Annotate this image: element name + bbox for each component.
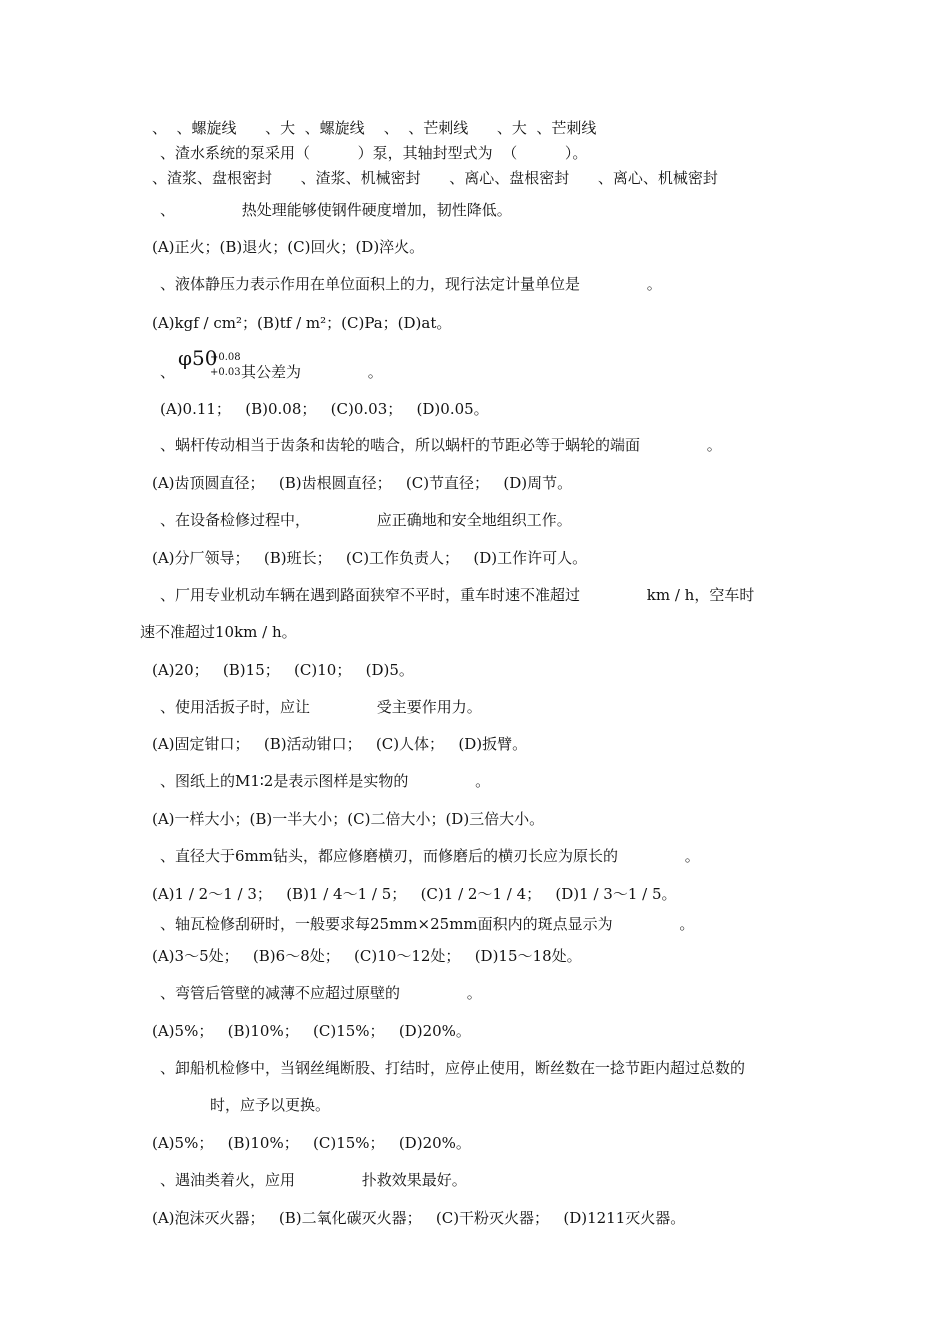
question-static-pressure: 、液体静压力表示作用在单位面积上的力，现行法定计量单位是 。 [160, 275, 662, 293]
question-tolerance: 其公差为 。 [241, 363, 383, 381]
options-oil-fire: (A)泡沫灭火器； (B)二氧化碳灭火器； (C)干粉灭火器； (D)1211灭火器。 [152, 1209, 686, 1227]
question-wrench: 、使用活扳子时，应让 受主要作用力。 [160, 698, 482, 716]
question-tolerance-mark: 、 [160, 363, 176, 381]
options-vehicle-speed: (A)20； (B)15； (C)10； (D)5。 [152, 661, 414, 679]
tolerance-lower: +0.03 [210, 367, 241, 378]
options-pipe-bending: (A)5%； (B)10%； (C)15%； (D)20%。 [152, 1022, 471, 1040]
question-drill-bit: 、直径大于6mm钻头，都应修磨横刃，而修磨后的横刃长应为原长的 。 [160, 847, 700, 865]
options-worm-gear: (A)齿顶圆直径； (B)齿根圆直径； (C)节直径； (D)周节。 [152, 474, 573, 492]
question-wire-rope-cont: 时，应予以更换。 [210, 1096, 331, 1114]
tolerance-upper: +0.08 [210, 352, 241, 363]
question-vehicle-speed: 、厂用专业机动车辆在遇到路面狭窄不平时，重车时速不准超过 km / h，空车时 [160, 586, 755, 604]
question-wire-rope: 、卸船机检修中，当钢丝绳断股、打结时，应停止使用，断丝数在一捻节距内超过总数的 [160, 1059, 746, 1077]
question-slag-pump: 、渣水系统的泵采用（ ）泵，其轴封型式为 （ ）。 [160, 144, 588, 162]
options-tolerance: (A)0.11； (B)0.08； (C)0.03； (D)0.05。 [160, 400, 489, 418]
question-drawing-scale: 、图纸上的M1∶2是表示图样是实物的 。 [160, 772, 491, 790]
question-heat-treatment: 、 热处理能够使钢件硬度增加，韧性降低。 [160, 201, 512, 219]
options-line-spiral: 、 、螺旋线 、大 、螺旋线 、 、芒刺线 、大 、芒刺线 [152, 119, 597, 137]
options-heat-treatment: (A)正火；(B)退火；(C)回火；(D)淬火。 [152, 238, 425, 256]
options-drill-bit: (A)1 / 2～1 / 3； (B)1 / 4～1 / 5； (C)1 / 2～1 / 4； (D)1 / 3～1 / 5。 [152, 885, 677, 903]
question-worm-gear: 、蜗杆传动相当于齿条和齿轮的啮合，所以蜗杆的节距必等于蜗轮的端面 。 [160, 436, 722, 454]
question-oil-fire: 、遇油类着火，应用 扑救效果最好。 [160, 1171, 467, 1189]
question-bearing-scraping: 、轴瓦检修刮研时，一般要求每25mm×25mm面积内的斑点显示为 。 [160, 915, 695, 933]
question-maintenance-process: 、在设备检修过程中， 应正确地和安全地组织工作。 [160, 511, 572, 529]
options-pump-seal: 、渣浆、盘根密封 、渣浆、机械密封 、离心、盘根密封 、离心、机械密封 [152, 169, 718, 187]
options-maintenance-process: (A)分厂领导； (B)班长； (C)工作负责人； (D)工作许可人。 [152, 549, 588, 567]
options-pressure-units: (A)kgf / cm²；(B)tf / m²；(C)Pa；(D)at。 [152, 314, 452, 332]
options-bearing-scraping: (A)3～5处； (B)6～8处； (C)10～12处； (D)15～18处。 [152, 947, 582, 965]
tolerance-dimension: φ50 [178, 346, 218, 370]
question-pipe-bending: 、弯管后管壁的减薄不应超过原壁的 。 [160, 984, 482, 1002]
options-drawing-scale: (A)一样大小；(B)一半大小；(C)二倍大小；(D)三倍大小。 [152, 810, 545, 828]
options-wire-rope: (A)5%； (B)10%； (C)15%； (D)20%。 [152, 1134, 471, 1152]
question-vehicle-speed-cont: 速不准超过10km / h。 [140, 623, 297, 641]
options-wrench: (A)固定钳口； (B)活动钳口； (C)人体； (D)扳臂。 [152, 735, 528, 753]
